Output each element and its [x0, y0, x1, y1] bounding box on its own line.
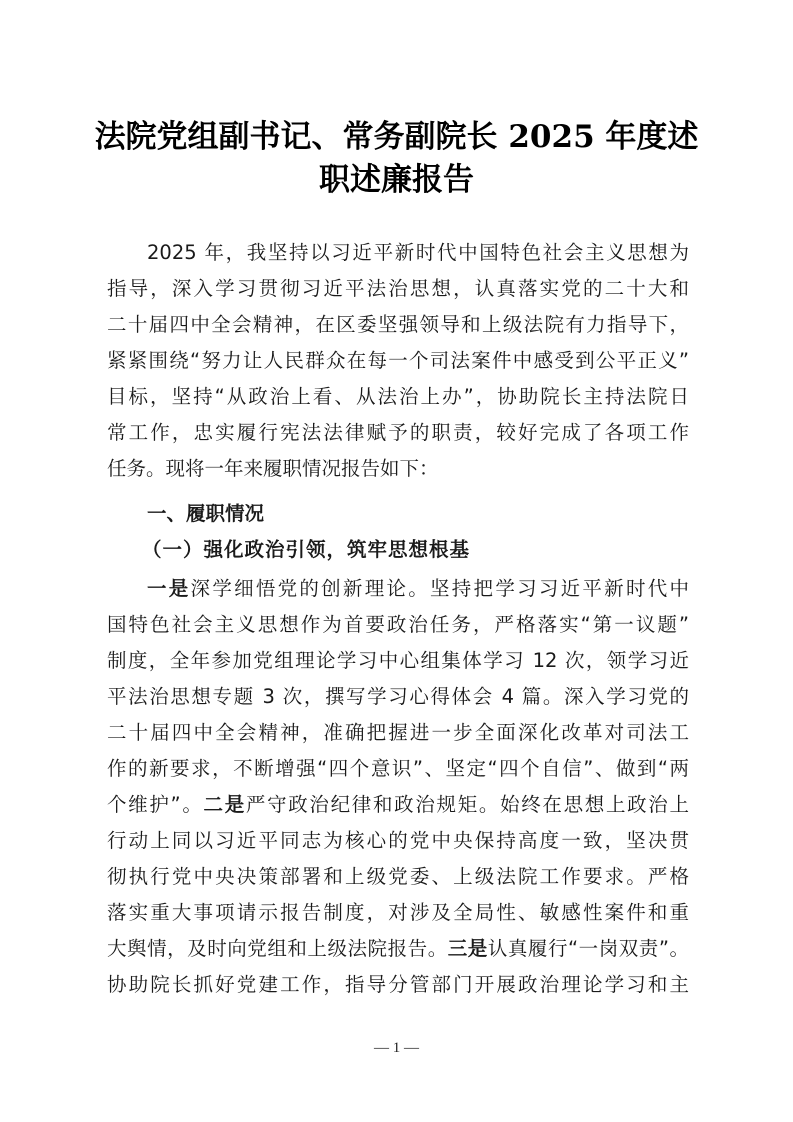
intro-line: 二十届四中全会精神，在区委坚强领导和上级法院有力指导下， [107, 313, 689, 336]
body-line: 平法治思想专题 3 次，撰写学习心得体会 4 篇。深入学习党的 [107, 685, 689, 708]
emphasis: 二是 [203, 793, 246, 816]
intro-line: 紧紧围绕“努力让人民群众在每一个司法案件中感受到公平正义” [107, 349, 689, 372]
section-heading: 一、履职情况 [147, 502, 265, 525]
body-line: 作的新要求，不断增强“四个意识”、坚定“四个自信”、做到“两 [107, 757, 689, 780]
document-title-line-1: 法院党组副书记、常务副院长 2025 年度述 [94, 119, 699, 155]
intro-line: 指导，深入学习贯彻习近平法治思想，认真落实党的二十大和 [107, 277, 689, 300]
body-text: 严守政治纪律和政治规矩。始终在思想上政治上 [245, 793, 689, 816]
body-line [107, 932, 689, 965]
body-text: 认真履行“一岗双责”。 [487, 937, 689, 960]
intro-line: 2025 年，我坚持以习近平新时代中国特色社会主义思想为 [147, 241, 689, 264]
body-line: 二十届四中全会精神，准确把握进一步全面深化改革对司法工 [107, 721, 689, 744]
body-line [107, 788, 689, 821]
emphasis: 一是 [147, 577, 191, 600]
body-text: 大舆情，及时向党组和上级法院报告。 [107, 937, 448, 960]
body-line: 彻执行党中央决策部署和上级党委、上级法院工作要求。严格 [107, 865, 689, 888]
intro-line: 目标，坚持“从政治上看、从法治上办”，协助院长主持法院日 [107, 385, 689, 408]
body-line: 制度，全年参加党组理论学习中心组集体学习 12 次，领学习近 [107, 649, 689, 672]
body-line: 协助院长抓好党建工作，指导分管部门开展政治理论学习和主 [107, 973, 689, 996]
body-line [147, 572, 689, 605]
body-line: 落实重大事项请示报告制度，对涉及全局性、敏感性案件和重 [107, 901, 689, 924]
document-title-line-2: 职述廉报告 [319, 162, 474, 198]
body-text: 深学细悟党的创新理论。坚持把学习习近平新时代中 [190, 577, 689, 600]
body-line: 国特色社会主义思想作为首要政治任务，严格落实“第一议题” [107, 613, 689, 636]
body-text: 个维护”。 [107, 793, 204, 816]
page-number: — 1 — [374, 1040, 419, 1056]
emphasis: 三是 [447, 937, 488, 960]
intro-line: 常工作，忠实履行宪法法律赋予的职责，较好完成了各项工作 [107, 421, 689, 444]
body-line: 行动上同以习近平同志为核心的党中央保持高度一致，坚决贯 [107, 829, 689, 852]
intro-line: 任务。现将一年来履职情况报告如下： [107, 457, 439, 480]
subsection-heading: （一）强化政治引领，筑牢思想根基 [142, 538, 471, 561]
